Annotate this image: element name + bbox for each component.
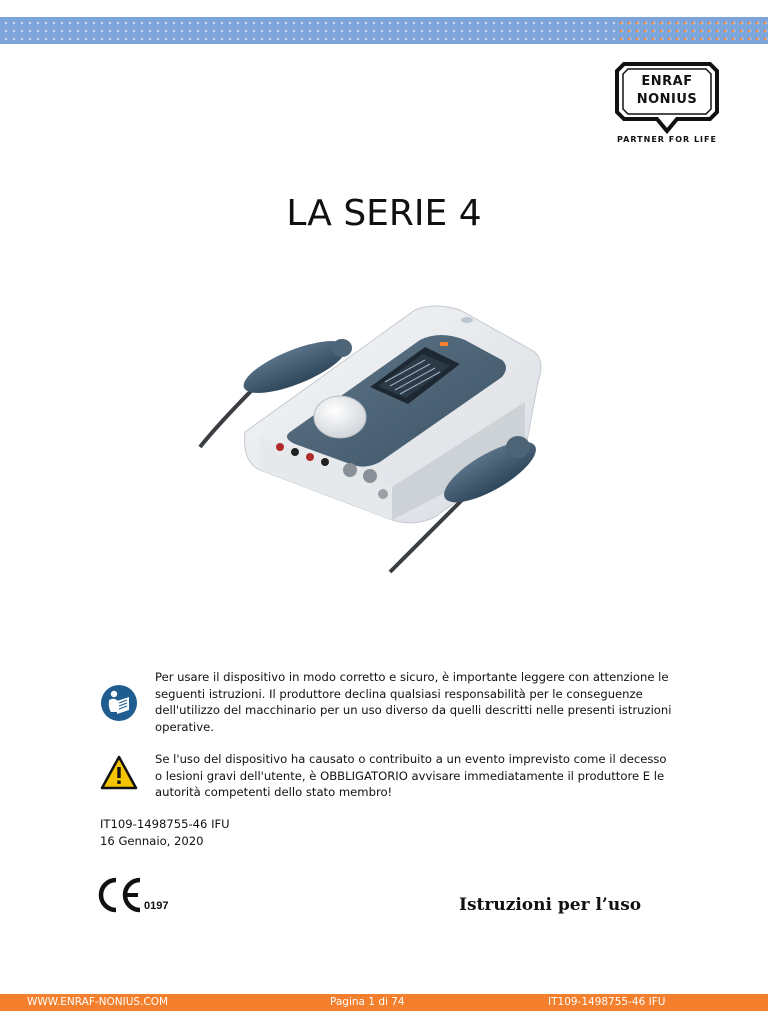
ce-notified-body-number: 0197: [144, 900, 169, 912]
product-device-image: [180, 282, 600, 612]
logo-word-nonius: NONIUS: [636, 92, 698, 107]
enraf-nonius-logo: [614, 62, 724, 152]
read-manual-icon: [100, 684, 138, 726]
ce-mark: [98, 876, 188, 916]
top-decorative-band: [0, 17, 768, 44]
page-title: LA SERIE 4: [286, 193, 482, 234]
document-meta: [100, 816, 230, 850]
page-footer: [0, 994, 768, 1011]
footer-document-id: IT109-1498755-46 IFU: [548, 996, 666, 1008]
footer-website: WWW.ENRAF-NONIUS.COM: [27, 996, 169, 1008]
warning-icon: [100, 755, 138, 795]
ifu-label: Istruzioni per l’uso: [459, 895, 642, 915]
notice-read-instructions: [100, 669, 680, 739]
notice-text: Per usare il dispositivo in modo corretto e sicuro, è importante leggere con attenzione le seguenti istruzioni. Il produttore declina qualsiasi responsabilità per le conseguenze dell'utilizzo del macchinario per un uso diverso da quelli descritti nelle presenti istruzioni operative.: [155, 670, 672, 734]
notice-text: Se l'uso del dispositivo ha causato o contribuito a un evento imprevisto come il decesso o lesioni gravi dell'utente, è OBBLIGATORIO avvisare immediatamente il produttore E le autorità competenti dello stato membro!: [155, 752, 667, 799]
document-date: 16 Gennaio, 2020: [100, 834, 204, 848]
document-id: IT109-1498755-46 IFU: [100, 817, 230, 831]
logo-tagline: PARTNER FOR LIFE: [617, 135, 717, 144]
logo-word-enraf: ENRAF: [641, 74, 693, 89]
ce-mark-icon: [98, 876, 144, 914]
notice-mandatory-report: [100, 751, 680, 803]
footer-page-number: Pagina 1 di 74: [330, 996, 405, 1008]
top-band-orange-accent: [615, 17, 768, 44]
